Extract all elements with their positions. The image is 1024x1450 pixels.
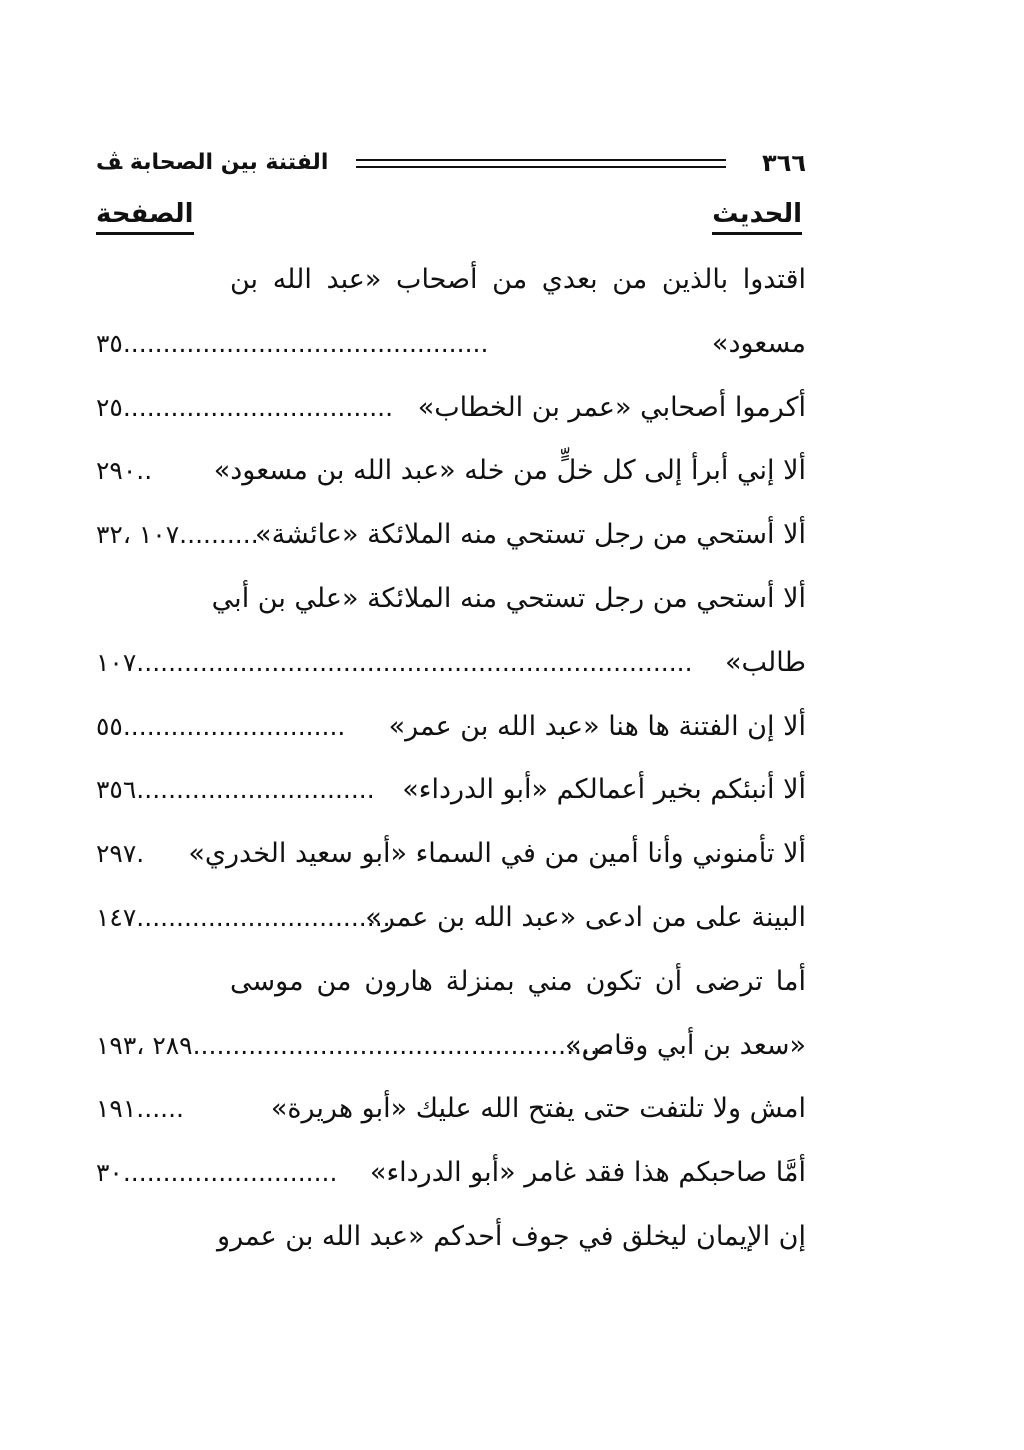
page-reference: ١٤٧................................: [96, 902, 391, 932]
hadith-text: مسعود»: [711, 327, 806, 359]
page-reference: ٣٥٦..............................: [96, 775, 375, 805]
hadith-text: أما ترضى أن تكون مني بمنزلة هارون من موسى: [230, 965, 806, 997]
page-reference: ٥٥............................: [96, 711, 346, 741]
index-line: [96, 1143, 806, 1207]
header-rule: [356, 159, 726, 168]
index-line: [96, 314, 806, 378]
hadith-text: امش ولا تلتفت حتى يفتح الله عليك «أبو هريرة»: [270, 1093, 806, 1125]
hadith-text: إن الإيمان ليخلق في جوف أحدكم «عبد الله بن عمرو: [217, 1220, 806, 1252]
page-reference: ١٩١......: [96, 1094, 184, 1124]
hadith-text: ألا أنبئكم بخير أعمالكم «أبو الدرداء»: [402, 774, 806, 806]
page-reference: ٢٩٧.: [96, 839, 145, 869]
hadith-text: ألا أستحي من رجل تستحي منه الملائكة «علي بن أبي: [211, 582, 806, 614]
hadith-text: البينة على من ادعى «عبد الله بن عمر»: [365, 901, 806, 933]
index-line: [96, 760, 806, 824]
book-title: الفتنة بين الصحابة ﭫ: [96, 150, 329, 175]
hadith-text: ألا أستحي من رجل تستحي منه الملائكة «عائشة»: [255, 519, 806, 551]
index-line: [96, 250, 806, 314]
page-reference: ١٠٧ ،٣٢..........: [96, 520, 259, 550]
running-header: [96, 148, 806, 178]
page-reference: ٣٠...........................: [96, 1158, 338, 1188]
column-header-hadith: الحديث: [712, 196, 802, 235]
index-line: [96, 824, 806, 888]
hadith-index-list: [96, 250, 806, 1271]
index-line: [96, 505, 806, 569]
index-line: [96, 633, 806, 697]
hadith-text: أمَّا صاحبكم هذا فقد غامر «أبو الدرداء»: [369, 1157, 806, 1189]
column-header-page: الصفحة: [96, 196, 194, 235]
index-line: [96, 697, 806, 761]
hadith-text: اقتدوا بالذين من بعدي من أصحاب «عبد الله بن: [230, 264, 806, 295]
index-line: [96, 441, 806, 505]
hadith-text: أكرموا أصحابي «عمر بن الخطاب»: [417, 391, 806, 423]
hadith-text: ألا تأمنوني وأنا أمين من في السماء «أبو سعيد الخدري»: [188, 838, 806, 870]
index-line: [96, 952, 806, 1016]
hadith-text: «سعد بن أبي وقاص»: [564, 1029, 806, 1061]
page-reference: ١٠٧......................................................................: [96, 647, 693, 677]
index-line: [96, 888, 806, 952]
hadith-text: طالب»: [725, 646, 806, 678]
index-line: [96, 1016, 806, 1080]
hadith-text: ألا إن الفتنة ها هنا «عبد الله بن عمر»: [388, 710, 806, 742]
page-reference: ٢٨٩ ،١٩٣.....................................................: [96, 1030, 614, 1060]
index-line: [96, 378, 806, 442]
hadith-text: ألا إني أبرأ إلى كل خلٍّ من خله «عبد الله بن مسعود»: [213, 455, 806, 487]
index-line: [96, 1079, 806, 1143]
page-reference: ٢٩٠..: [96, 456, 153, 486]
index-line: [96, 1207, 806, 1271]
index-line: [96, 569, 806, 633]
page-number: ٣٦٦: [762, 149, 806, 177]
page-reference: ٢٥..................................: [96, 392, 394, 422]
page-reference: ٣٥..............................................: [96, 328, 489, 358]
